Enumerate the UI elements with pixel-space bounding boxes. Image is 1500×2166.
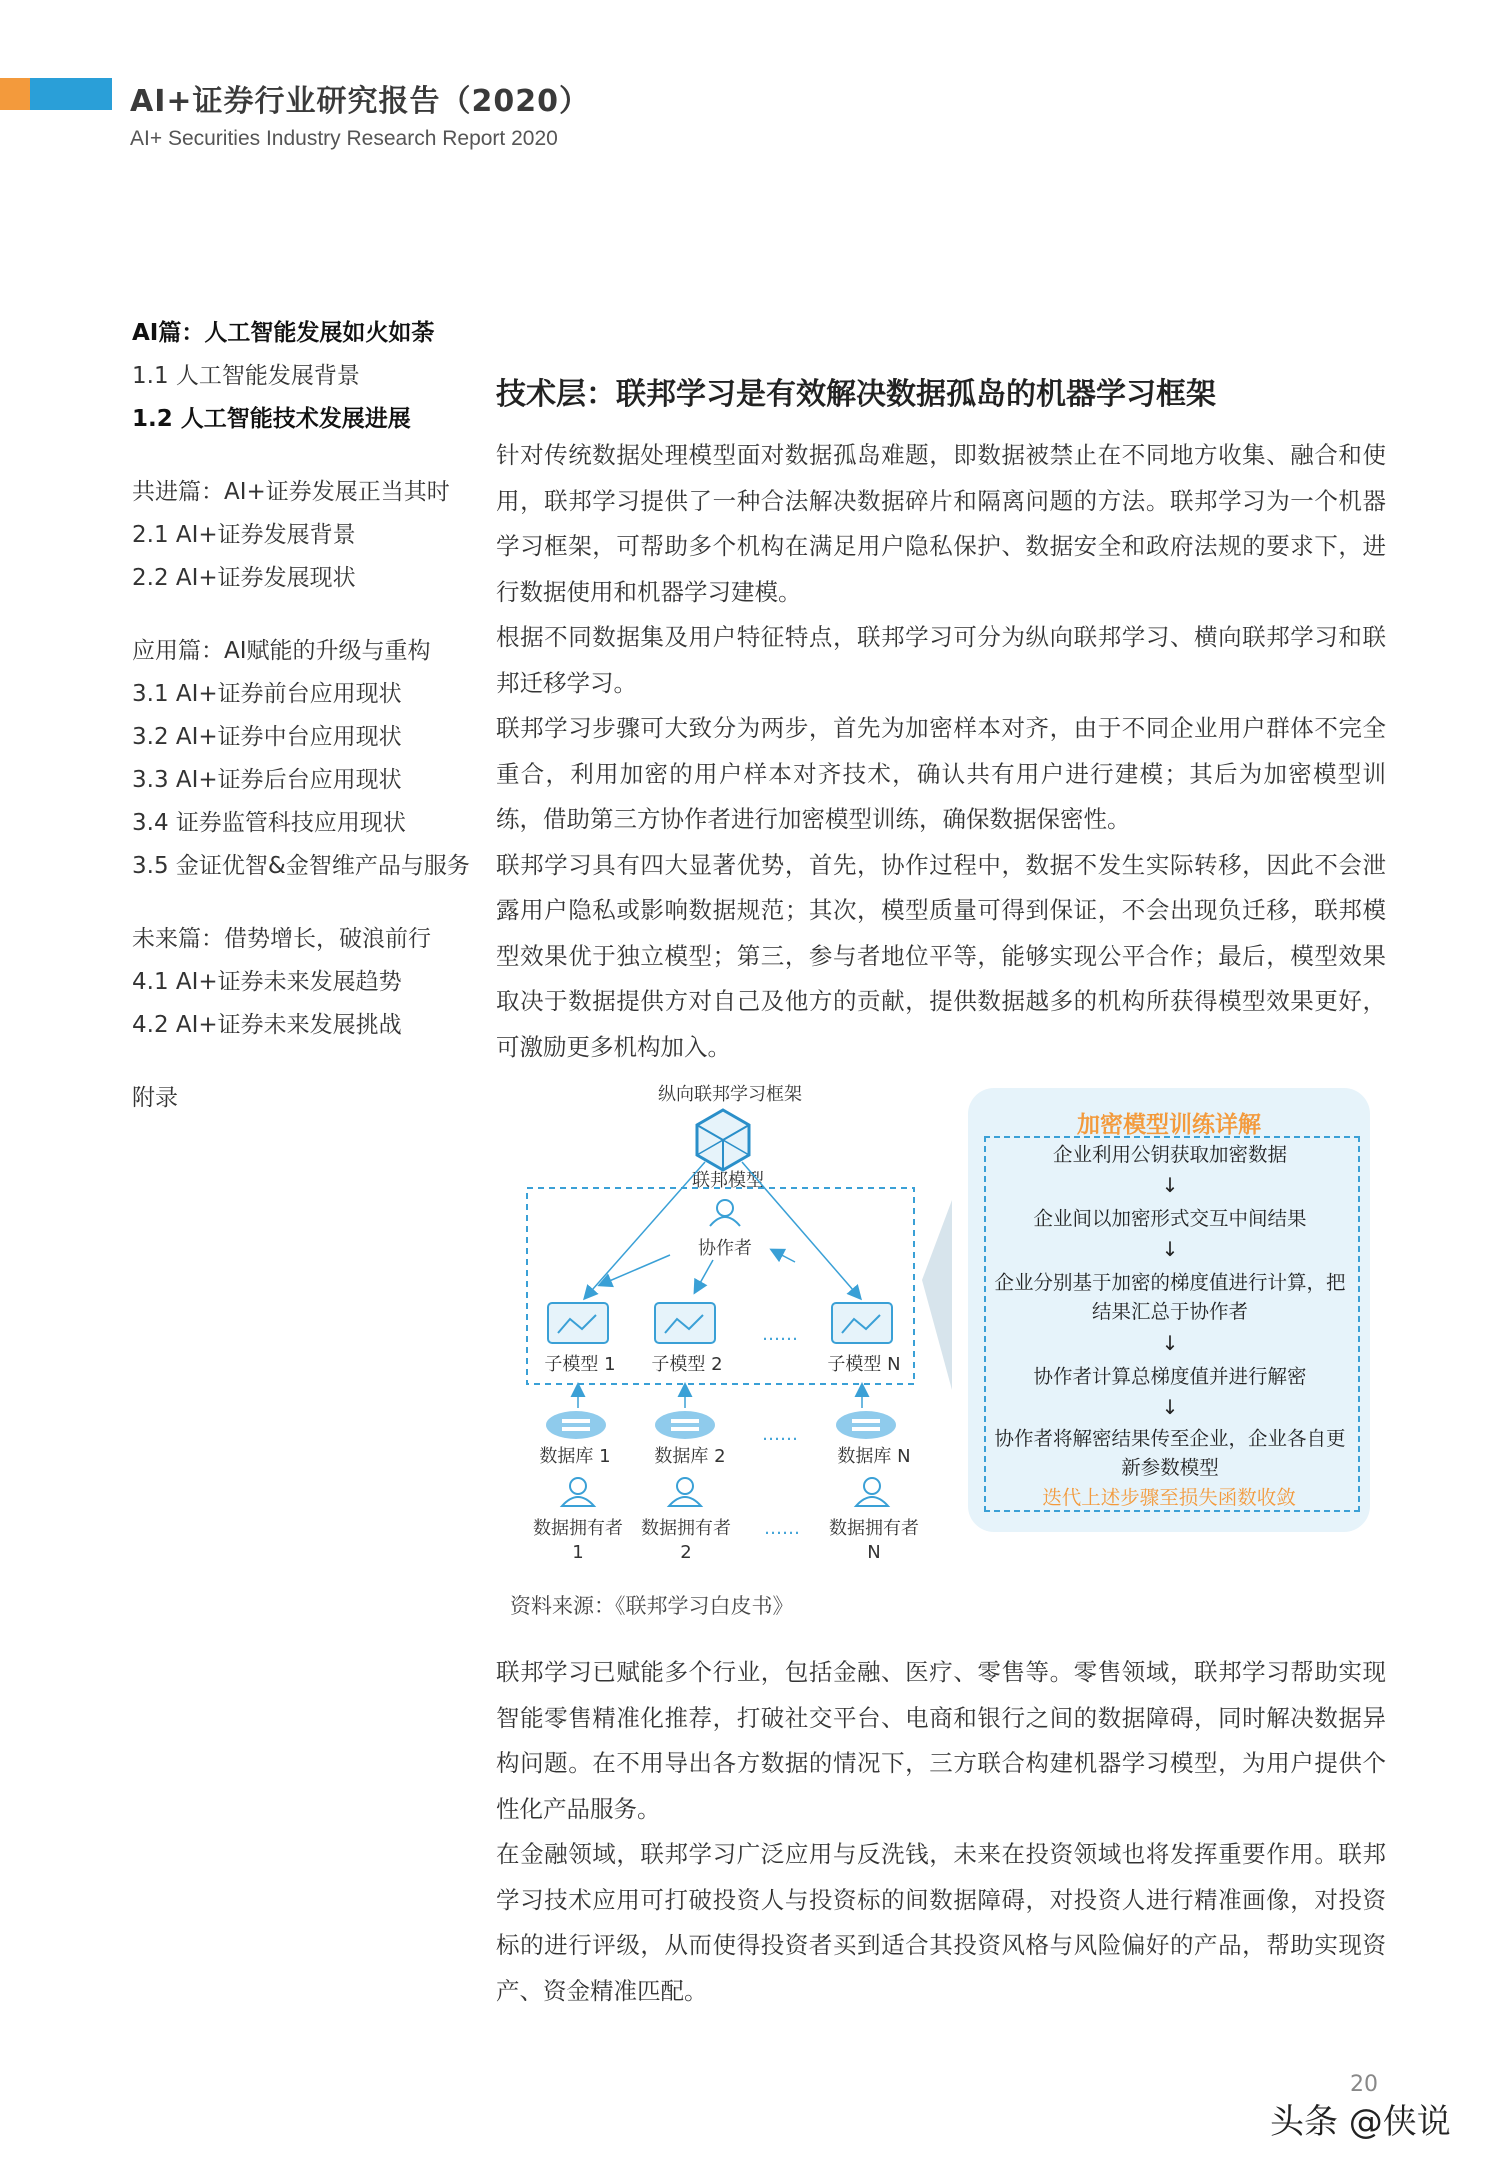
paragraph: 联邦学习步骤可大致分为两步，首先为加密样本对齐，由于不同企业用户群体不完全重合，利用加密的用户样本对齐技术，确认共有用户进行建模；其后为加密模型训练，借助第三方协作者进行加密模型训练，确保数据保密性。 <box>496 714 1386 833</box>
detail-step: 企业分别基于加密的梯度值进行计算，把结果汇总于协作者 <box>994 1271 1346 1323</box>
owner-index: N <box>867 1542 881 1563</box>
database-icon <box>836 1411 896 1439</box>
section-title: 技术层：联邦学习是有效解决数据孤岛的机器学习框架 <box>496 377 1216 412</box>
submodel-icon <box>832 1303 892 1343</box>
toc-item[interactable]: 3.5 金证优智&金智维产品与服务 <box>132 853 470 879</box>
owner-label: 数据拥有者 <box>533 1518 623 1539</box>
toc-item[interactable]: AI篇：人工智能发展如火如荼 <box>132 320 435 346</box>
toc-item[interactable]: 1.2 人工智能技术发展进展 <box>132 406 411 432</box>
toc-item[interactable]: 3.3 AI+证券后台应用现状 <box>132 767 402 793</box>
detail-step: 企业利用公钥获取加密数据 <box>1052 1143 1287 1166</box>
coordinator-icon <box>710 1200 740 1226</box>
main-section-2 <box>496 1650 1386 2014</box>
down-arrow-icon: ↓ <box>1161 1395 1179 1419</box>
person-icon <box>562 1478 594 1506</box>
ellipsis: …… <box>764 1518 800 1539</box>
owner-index: 1 <box>572 1542 584 1563</box>
owner-label: 数据拥有者 <box>829 1518 919 1539</box>
ellipsis: …… <box>762 1424 798 1445</box>
federated-model-label: 联邦模型 <box>692 1170 764 1191</box>
detail-footer: 迭代上述步骤至损失函数收敛 <box>1042 1486 1296 1509</box>
submodel-icon <box>655 1303 715 1343</box>
submodel-label: 子模型 N <box>827 1354 901 1375</box>
paragraph: 根据不同数据集及用户特征特点，联邦学习可分为纵向联邦学习、横向联邦学习和联邦迁移学习。 <box>496 623 1386 697</box>
database-label: 数据库 2 <box>654 1446 726 1467</box>
down-arrow-icon: ↓ <box>1161 1331 1179 1355</box>
toc-item[interactable]: 2.1 AI+证券发展背景 <box>132 522 356 548</box>
coordinator-link <box>772 1250 795 1262</box>
owner-index: 2 <box>680 1542 692 1563</box>
toc-item[interactable]: 未来篇：借势增长，破浪前行 <box>132 926 431 952</box>
model-link <box>742 1162 860 1298</box>
database-label: 数据库 1 <box>539 1446 611 1467</box>
page-number: 20 <box>1350 2072 1378 2097</box>
toc-item[interactable]: 应用篇：AI赋能的升级与重构 <box>132 638 431 664</box>
database-icon <box>655 1411 715 1439</box>
toc-item[interactable]: 4.1 AI+证券未来发展趋势 <box>132 969 402 995</box>
report-title: AI+证券行业研究报告（2020） <box>130 84 591 119</box>
submodel-icon <box>548 1303 608 1343</box>
toc-item[interactable]: 3.4 证券监管科技应用现状 <box>132 810 406 836</box>
database-icon <box>546 1411 606 1439</box>
submodel-label: 子模型 2 <box>651 1354 723 1375</box>
coordinator-label: 协作者 <box>698 1238 752 1259</box>
model-link <box>585 1162 705 1298</box>
submodel-label: 子模型 1 <box>544 1354 616 1375</box>
toc-item[interactable]: 4.2 AI+证券未来发展挑战 <box>132 1012 402 1038</box>
down-arrow-icon: ↓ <box>1161 1237 1179 1261</box>
cube-icon <box>697 1110 749 1170</box>
person-icon <box>669 1478 701 1506</box>
toc-item[interactable]: 1.1 人工智能发展背景 <box>132 363 360 389</box>
toc-item[interactable]: 3.2 AI+证券中台应用现状 <box>132 724 402 750</box>
paragraph: 联邦学习已赋能多个行业，包括金融、医疗、零售等。零售领域，联邦学习帮助实现智能零售精准化推荐，打破社交平台、电商和银行之间的数据障碍，同时解决数据异构问题。在不用导出各方数据的情况下，三方联合构建机器学习模型，为用户提供个性化产品服务。 <box>496 1658 1386 1823</box>
toc-item[interactable]: 3.1 AI+证券前台应用现状 <box>132 681 402 707</box>
toc-item[interactable]: 2.2 AI+证券发展现状 <box>132 565 356 591</box>
figure-source: 资料来源：《联邦学习白皮书》 <box>510 1594 794 1618</box>
database-label: 数据库 N <box>837 1446 911 1467</box>
paragraph: 针对传统数据处理模型面对数据孤岛难题，即数据被禁止在不同地方收集、融合和使用，联邦学习提供了一种合法解决数据碎片和隔离问题的方法。联邦学习为一个机器学习框架，可帮助多个机构在满足用户隐私保护、数据安全和政府法规的要求下，进行数据使用和机器学习建模。 <box>496 441 1386 606</box>
callout-wedge <box>922 1200 952 1390</box>
detail-step: 企业间以加密形式交互中间结果 <box>1033 1207 1307 1230</box>
paragraph: 在金融领域，联邦学习广泛应用与反洗钱，未来在投资领域也将发挥重要作用。联邦学习技术应用可打破投资人与投资标的间数据障碍，对投资人进行精准画像，对投资标的进行评级，从而使得投资者买到适合其投资风格与风险偏好的产品，帮助实现资产、资金精准匹配。 <box>496 1840 1386 2005</box>
toc-item[interactable]: 共进篇：AI+证券发展正当其时 <box>132 479 450 505</box>
detail-step: 协作者将解密结果传至企业，企业各自更新参数模型 <box>994 1427 1346 1479</box>
paragraph: 联邦学习具有四大显著优势，首先，协作过程中，数据不发生实际转移，因此不会泄露用户隐私或影响数据规范；其次，模型质量可得到保证，不会出现负迁移，联邦模型效果优于独立模型；第三，参与者地位平等，能够实现公平合作；最后，模型效果取决于数据提供方对自己及他方的贡献，提供数据越多的机构所获得模型效果更好，可激励更多机构加入。 <box>496 850 1386 1061</box>
coordinator-link <box>695 1260 713 1292</box>
down-arrow-icon: ↓ <box>1161 1173 1179 1197</box>
diagram-title: 纵向联邦学习框架 <box>658 1084 802 1105</box>
detail-title: 加密模型训练详解 <box>1077 1112 1261 1138</box>
toc-item[interactable]: 附录 <box>132 1085 178 1111</box>
watermark: 头条 @侠说 <box>1270 2102 1451 2142</box>
owner-label: 数据拥有者 <box>641 1518 731 1539</box>
report-subtitle: AI+ Securities Industry Research Report 2020 <box>130 127 558 150</box>
detail-step: 协作者计算总梯度值并进行解密 <box>1033 1365 1307 1388</box>
ellipsis: …… <box>762 1324 798 1345</box>
person-icon <box>856 1478 888 1506</box>
